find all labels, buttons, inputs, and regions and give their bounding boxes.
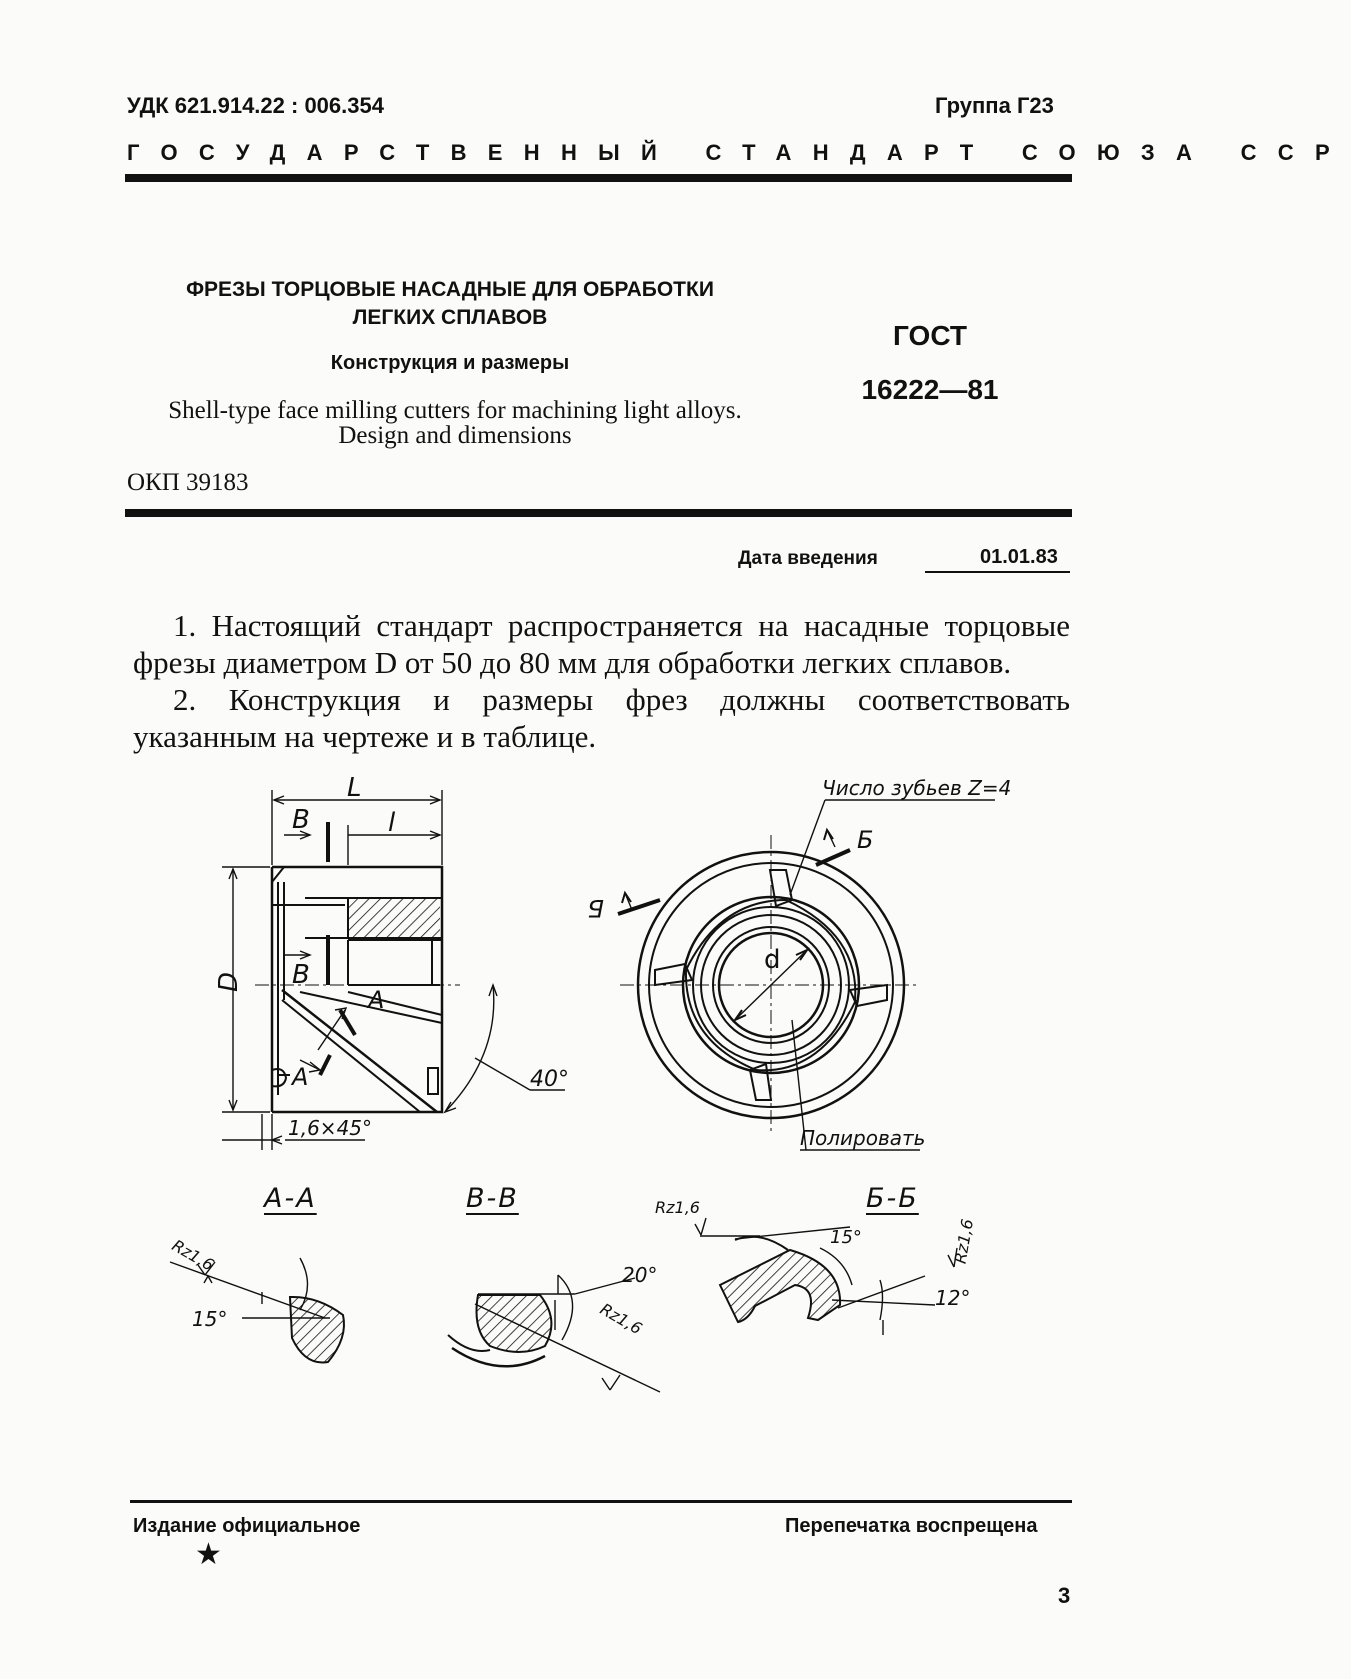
side-view [255,867,460,1112]
label-D: D [214,971,244,992]
label-d: d [764,945,781,975]
page-number: 3 [1058,1583,1071,1608]
label-section-b-right: Б [857,826,874,854]
label-B-bottom: B [292,960,310,990]
okp-code: ОКП 39183 [127,469,249,496]
label-chamfer: 1,6×45° [288,1116,373,1140]
label-L: L [347,773,362,803]
gost-number: 16222—81 [861,374,999,405]
title-en-line2: Design and dimensions [338,422,572,449]
intro-date-value: 01.01.83 [980,546,1058,568]
section-label-bb-cyr: Б-Б [866,1183,919,1214]
label-angle-40: 40° [530,1067,569,1092]
label-B-top: B [292,805,310,835]
label-l: l [388,808,396,838]
title-en-line1: Shell-type face milling cutters for machining light alloys. [168,397,742,424]
title-ru-line1: ФРЕЗЫ ТОРЦОВЫЕ НАСАДНЫЕ ДЛЯ ОБРАБОТКИ [186,278,714,301]
label-angle-20: 20° [622,1263,658,1287]
section-label-aa: А-А [264,1183,317,1214]
section-bb-cyr [695,1218,957,1335]
footer-rule [130,1500,1072,1503]
label-A-top: A [368,986,385,1014]
title-ru-line2: ЛЕГКИХ СПЛАВОВ [352,306,548,329]
intro-date-label: Дата введения [738,548,878,569]
gost-label: ГОСТ [893,320,967,351]
edition-note: Издание официальное [133,1515,361,1537]
udc-code: УДК 621.914.22 : 006.354 [127,93,384,118]
star-icon: ★ [195,1537,222,1572]
label-rz-bb-cyr-right: Rz1,6 [950,1217,978,1266]
standard-banner: ГОСУДАРСТВЕННЫЙ СТАНДАРТ СОЮЗА ССР [127,140,1351,165]
label-angle-12: 12° [935,1286,971,1310]
label-section-b-left: Б [587,894,604,922]
label-angle-15-bb: 15° [830,1227,862,1248]
label-A-bottom: A [292,1063,309,1091]
label-rz-aa: Rz1,6 [168,1235,218,1275]
label-rz-bb-cyr-left: Rz1,6 [655,1198,700,1217]
reprint-note: Перепечатка воспрещена [785,1515,1038,1537]
section-label-bb: В-В [466,1183,519,1214]
side-view-dimensions [222,790,565,1150]
title-subtitle: Конструкция и размеры [330,352,570,374]
label-teeth-note: Число зубьев Z=4 [822,776,1012,800]
label-angle-15-aa: 15° [192,1307,228,1331]
label-polish: Полировать [800,1126,926,1150]
paragraph-2: 2. Конструкция и размеры фрез должны соответствовать указанным на чертеже и в таблице. [133,682,1070,754]
paragraph-1: 1. Настоящий стандарт распространяется на насадные торцовые фрезы диаметром D от 50 до 80 мм для обработки легких сплавов. [133,608,1070,680]
label-rz-bb: Rz1,6 [596,1299,646,1339]
end-view [618,800,995,1150]
group-code: Группа Г23 [935,93,1054,118]
